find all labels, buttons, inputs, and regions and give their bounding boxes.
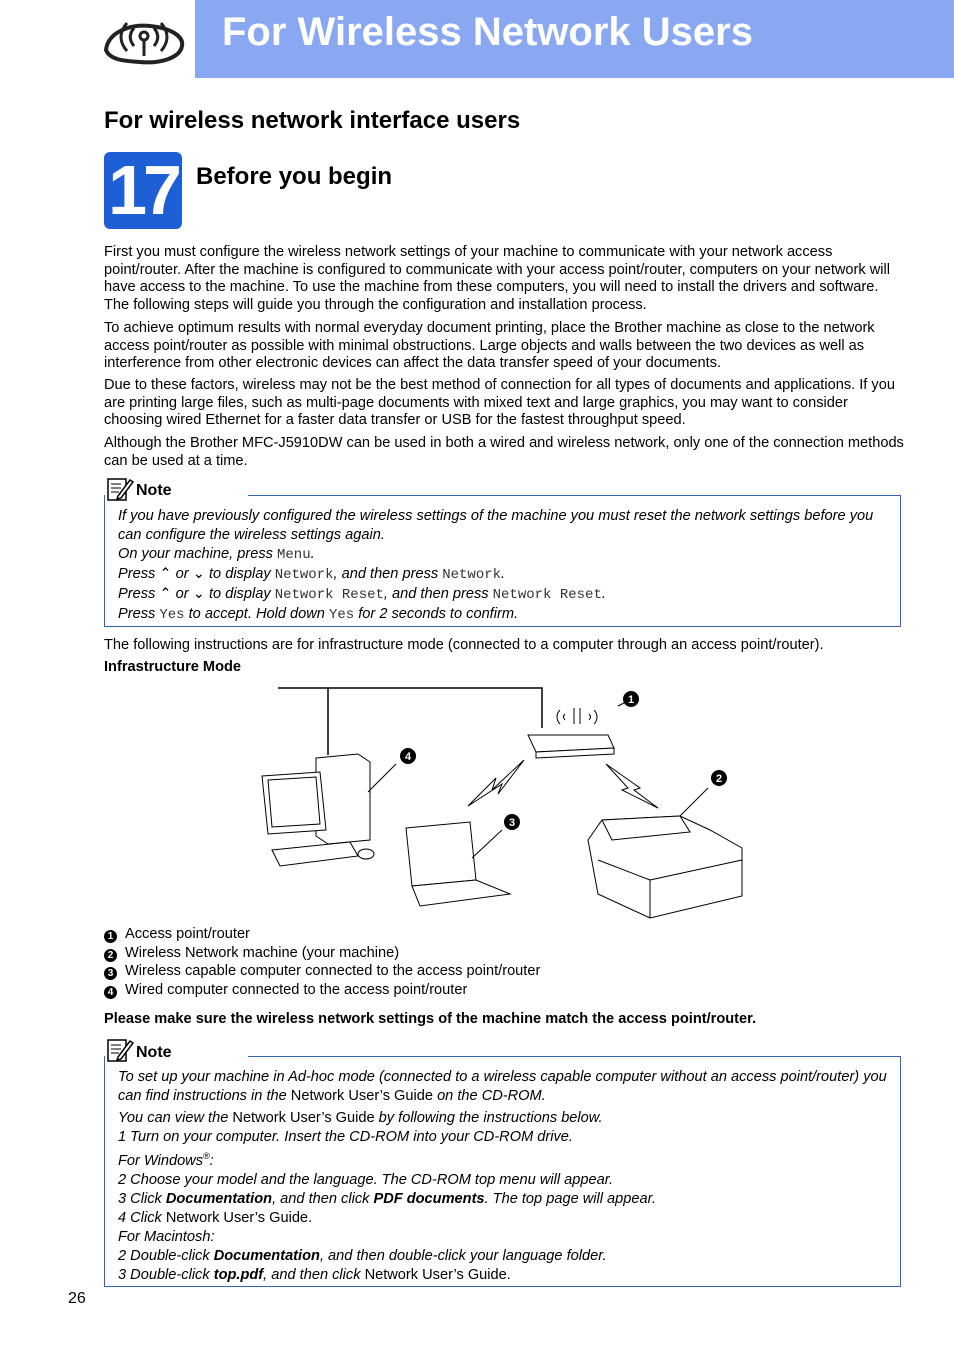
note-label: Note bbox=[136, 1044, 172, 1061]
note-intro: If you have previously configured the wireless settings of the machine you must reset the network settings before you can configure the wireless settings again. bbox=[118, 508, 874, 543]
note-line-reset: Press ⌃ or ⌄ to display Network Reset, and then press Network Reset. bbox=[118, 586, 606, 603]
svg-text:3: 3 bbox=[508, 817, 516, 829]
note-line-menu: On your machine, press Menu. bbox=[118, 546, 315, 563]
note-for-mac: For Macintosh: bbox=[118, 1228, 215, 1245]
desktop-computer bbox=[262, 754, 374, 866]
note-step: 3 Click Documentation, and then click PDF documents. The top page will appear. bbox=[118, 1190, 657, 1207]
paragraph-3: Due to these factors, wireless may not be the best method of connection for all types of documents and applications. If you are printing large files, such as multi-page documents with mixed text and large graphics, you may want to consider choosing wired Ethernet for a faster data transfer or USB for the fastest throughput speed. bbox=[104, 377, 895, 428]
multifunction-printer bbox=[588, 816, 742, 918]
chevron-up-icon: ⌃ bbox=[159, 586, 172, 602]
section-title: For wireless network interface users bbox=[104, 107, 521, 134]
callout-1 bbox=[623, 691, 639, 707]
laptop bbox=[406, 822, 510, 906]
note-step: 2 Double-click Documentation, and then double-click your language folder. bbox=[118, 1247, 607, 1264]
note-step: 1 Turn on your computer. Insert the CD-ROM into your CD-ROM drive. bbox=[118, 1129, 573, 1145]
legend-item: 4 Wired computer connected to the access point/router bbox=[104, 982, 467, 999]
wireless-signal bbox=[468, 760, 658, 808]
note-text bbox=[118, 1068, 888, 1285]
note-step: 3 Double-click top.pdf, and then click Network User’s Guide. bbox=[118, 1266, 511, 1283]
legend-item: 1 Access point/router bbox=[104, 926, 250, 943]
svg-text:2: 2 bbox=[715, 773, 723, 785]
note-for-windows: For Windows®: bbox=[118, 1151, 214, 1169]
bold-warning: Please make sure the wireless network settings of the machine match the access point/router. bbox=[104, 1011, 757, 1027]
network-cable bbox=[278, 688, 542, 755]
paragraph-2: To achieve optimum results with normal everyday document printing, place the Brother machine as close to the network access point/router as possible with minimal obstructions. Large objects and walls between the two devices as well as interference from other electronic devices can affect the data transfer speed of your documents. bbox=[104, 320, 875, 371]
infrastructure-title: Infrastructure Mode bbox=[104, 659, 242, 675]
step-title: Before you begin bbox=[196, 163, 393, 190]
page-number: 26 bbox=[68, 1290, 86, 1307]
note-line-network: Press ⌃ or ⌄ to display Network, and then press Network. bbox=[118, 566, 506, 583]
note-label: Note bbox=[136, 482, 172, 499]
infrastructure-diagram bbox=[250, 680, 750, 925]
svg-text:1: 1 bbox=[627, 694, 635, 706]
svg-text:4: 4 bbox=[404, 751, 412, 763]
callout-3 bbox=[504, 814, 520, 830]
note-text bbox=[118, 507, 888, 625]
access-point-router bbox=[528, 708, 614, 758]
chevron-up-icon: ⌃ bbox=[159, 566, 172, 582]
wireless-logo-icon bbox=[100, 10, 188, 68]
paragraph-1: First you must configure the wireless network settings of your machine to communicate with your network access point/router. After the machine is configured to communicate with your access point/router, computers on your network will have access to the machine. To use the machine from these computers, you will need to install the drivers and software. The following steps will guide you through the configuration and installation process. bbox=[104, 244, 891, 313]
callout-2 bbox=[711, 770, 727, 786]
infrastructure-intro: The following instructions are for infrastructure mode (connected to a computer through an access point/router). bbox=[104, 637, 824, 653]
note-step: 2 Choose your model and the language. The CD-ROM top menu will appear. bbox=[118, 1171, 614, 1188]
legend-item: 3 Wireless capable computer connected to the access point/router bbox=[104, 963, 540, 980]
note-adhoc: To set up your machine in Ad-hoc mode (connected to a wireless capable computer without an access point/router) you can find instructions in the Network User’s Guide on the CD-ROM. bbox=[118, 1069, 887, 1104]
chevron-down-icon: ⌄ bbox=[192, 586, 205, 602]
callout-4 bbox=[400, 748, 416, 764]
note-view-guide: You can view the Network User’s Guide by following the instructions below. bbox=[118, 1110, 603, 1126]
note-step: 4 Click Network User’s Guide. bbox=[118, 1209, 313, 1226]
step-number: 17 bbox=[108, 151, 178, 229]
legend-item: 2 Wireless Network machine (your machine) bbox=[104, 945, 399, 962]
chevron-down-icon: ⌄ bbox=[192, 566, 205, 582]
note-line-yes: Press Yes to accept. Hold down Yes for 2 seconds to confirm. bbox=[118, 606, 519, 623]
paragraph-4: Although the Brother MFC-J5910DW can be used in both a wired and wireless network, only one of the connection methods can be used at a time. bbox=[104, 435, 904, 469]
page-header-title: For Wireless Network Users bbox=[222, 10, 753, 54]
